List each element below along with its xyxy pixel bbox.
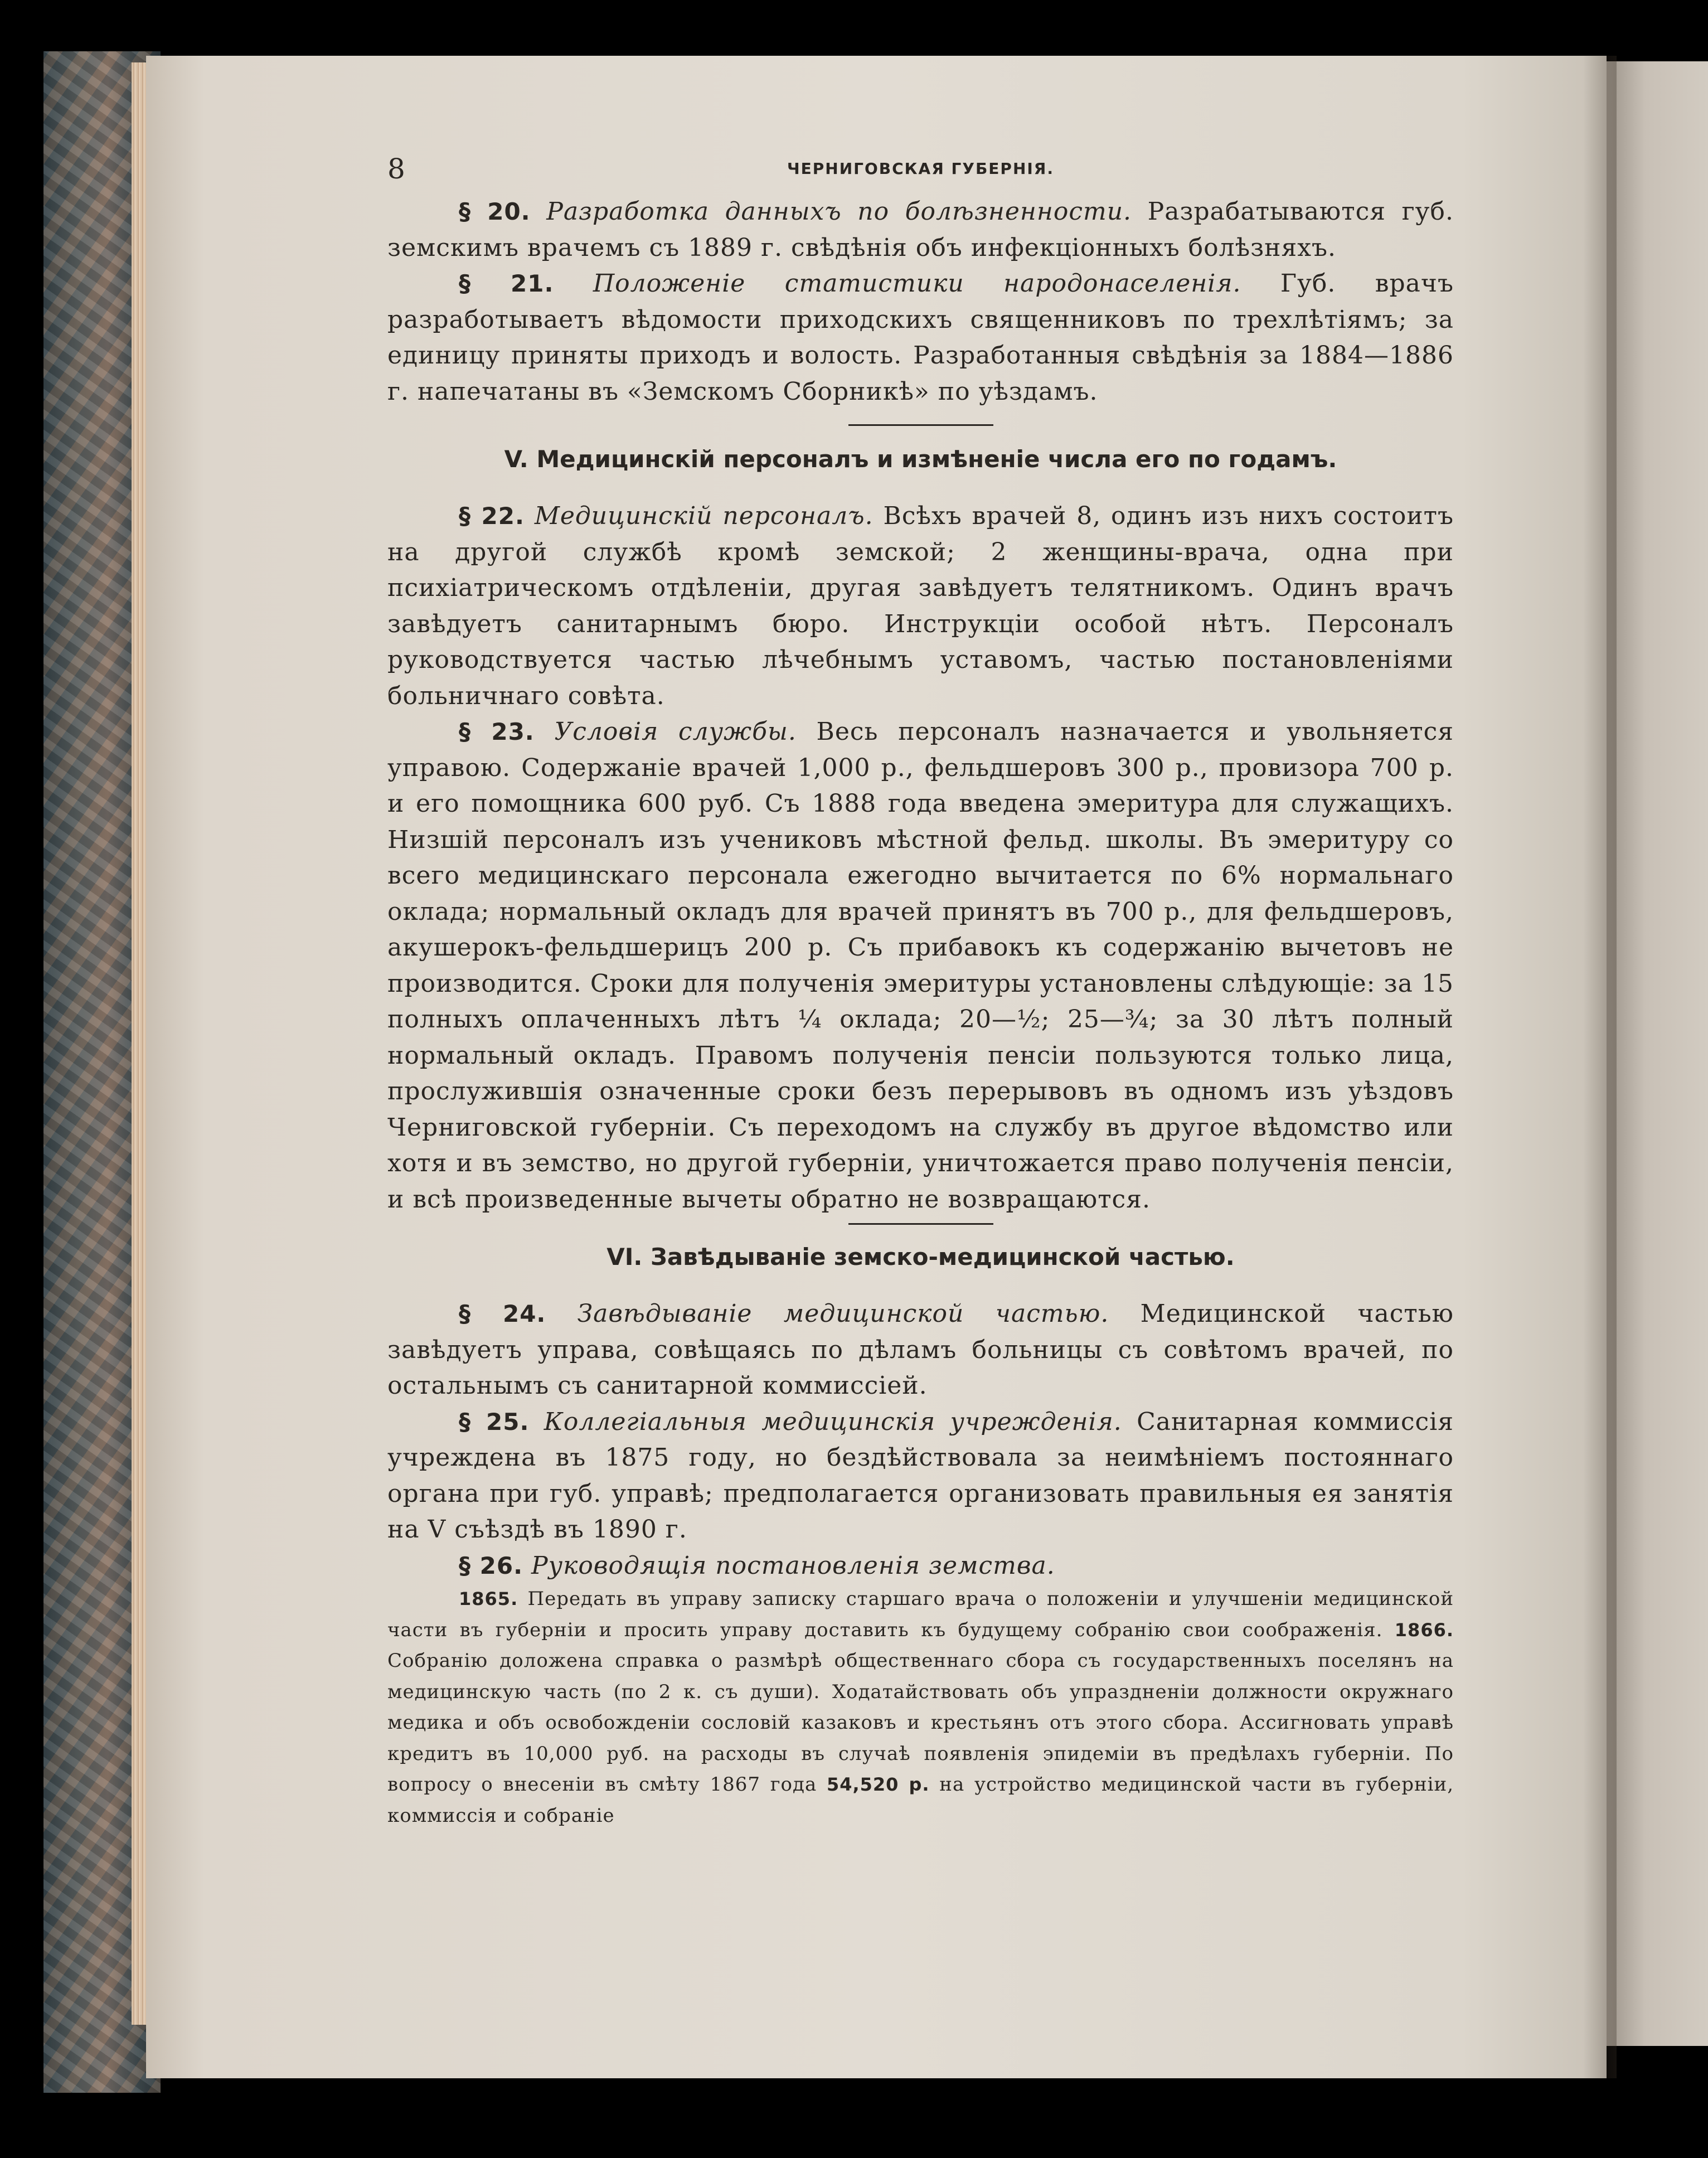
section-text: Разрабатываются губ. земскимъ врачемъ съ 1889 г. свѣдѣнія объ инфекціонныхъ болѣзняхъ. (387, 197, 1454, 262)
section-number: § 21. (459, 270, 554, 297)
adjacent-page (1604, 61, 1708, 2046)
running-title: ЧЕРНИГОВСКАЯ ГУБЕРНІЯ. (787, 159, 1054, 178)
divider-rule (848, 424, 993, 426)
section-text: Всѣхъ врачей 8, одинъ изъ нихъ состоитъ на другой службѣ кромѣ земской; 2 женщины-врача, одна при психіатрическомъ отдѣленіи, другая завѣдуетъ телятникомъ. Одинъ врачъ завѣдуетъ санитарнымъ бюро. Инструкціи особой нѣтъ. Персоналъ руководствуется частью лѣчебнымъ уставомъ, частью постановленіями больничнаго совѣта. (387, 502, 1454, 710)
section-22 (387, 498, 1454, 714)
page-content (387, 149, 1454, 1831)
section-number: § 25. (459, 1408, 530, 1436)
section-26 (387, 1548, 1454, 1584)
section-number: § 26. (459, 1551, 523, 1579)
resolution-year: 1865. (459, 1588, 518, 1609)
section-text: Санитарная коммиссія учреждена въ 1875 году, но бездѣйствовала за неимѣніемъ постояннаго органа при губ. управѣ; предполагается организовать правильныя ея занятія на V съѣздѣ въ 1890 г. (387, 1407, 1454, 1544)
resolution-year: 1866. (1394, 1619, 1454, 1641)
section-24 (387, 1296, 1454, 1404)
section-title: Коллегіальныя медицинскія учрежденія. (544, 1407, 1122, 1436)
section-title: Положеніе статистики народонаселенія. (593, 269, 1241, 298)
resolution-text: на устройство медицинской части въ губерніи, коммиссія и собраніе (387, 1773, 1454, 1827)
section-number: § 20. (459, 198, 531, 225)
resolutions-paragraph (387, 1584, 1454, 1831)
resolution-text: Собранію доложена справка о размѣрѣ общественнаго сбора съ государственныхъ поселянъ на медицинскую часть (по 2 к. съ души). Ходатайствовать объ упраздненіи должности окружнаго медика и объ освобожденіи сословій казаковъ и крестьянъ отъ этого сбора. Ассигновать управѣ кредитъ въ 10,000 руб. на расходы въ случаѣ появленія эпидеміи въ предѣлахъ губерніи. По вопросу о внесеніи въ смѣту 1867 года (387, 1650, 1454, 1796)
resolution-amount: 54,520 р. (826, 1774, 930, 1795)
resolution-text: Передать въ управу записку старшаго врача о положеніи и улучшеніи медицинской части въ губерніи и просить управу доставить къ будущему собранію свои соображенія. (387, 1588, 1454, 1641)
section-number: § 24. (459, 1300, 546, 1327)
section-number: § 23. (459, 718, 535, 745)
section-text: Медицинской частью завѣдуетъ управа, совѣщаясь по дѣламъ больницы съ совѣтомъ врачей, по остальнымъ съ санитарной коммиссіей. (387, 1299, 1454, 1400)
page-gutter-shadow (1583, 56, 1617, 2078)
page-number: 8 (387, 153, 405, 185)
chapter-title-6: VI. Завѣдываніе земско-медицинской частью. (606, 1243, 1235, 1270)
chapter-title-5: V. Медицинскій персоналъ и измѣненіе числа его по годамъ. (504, 445, 1337, 473)
section-23 (387, 714, 1454, 1218)
section-title: Завѣдываніе медицинской частью. (577, 1299, 1109, 1328)
section-21 (387, 266, 1454, 410)
section-text: Губ. врачъ разработываетъ вѣдомости приходскихъ священниковъ по трехлѣтіямъ; за единицу приняты приходъ и волость. Разработанныя свѣдѣнія за 1884—1886 г. напечатаны въ «Земскомъ Сборникѣ» по уѣздамъ. (387, 269, 1454, 406)
section-text: Весь персоналъ назначается и увольняется управою. Содержаніе врачей 1,000 р., фельдшеровъ 300 р., провизора 700 р. и его помощника 600 руб. Съ 1888 года введена эмеритура для служащихъ. Низшій персоналъ изъ учениковъ мѣстной фельд. школы. Въ эмеритуру со всего медицинскаго персонала ежегодно вычитается по 6% нормальнаго оклада; нормальный окладъ для врачей принятъ въ 700 р., для фельдшеровъ, акушерокъ-фельдшерицъ 200 р. Съ прибавокъ къ содержанію вычетовъ не производится. Сроки для полученія эмеритуры установлены слѣдующіе: за 15 полныхъ оплаченныхъ лѣтъ ¼ оклада; 20—½; 25—¾; за 30 лѣтъ полный нормальный окладъ. Правомъ полученія пенсіи пользуются только лица, прослужившія означенные сроки безъ перерывовъ въ одномъ изъ уѣздовъ Черниговской губерніи. Съ переходомъ на службу въ другое вѣдомство или хотя и въ земство, но другой губерніи, уничтожается право полученія пенсіи, и всѣ произведенные вычеты обратно не возвращаются. (387, 717, 1454, 1214)
section-title: Разработка данныхъ по болѣзненности. (546, 197, 1132, 226)
resolutions-block (387, 1584, 1454, 1831)
section-title: Руководящія постановленія земства. (531, 1551, 1055, 1580)
divider-rule (848, 1223, 993, 1225)
section-title: Медицинскій персоналъ. (534, 502, 874, 530)
section-25 (387, 1404, 1454, 1548)
page-header (387, 149, 1454, 194)
section-number: § 22. (459, 502, 525, 530)
section-title: Условія службы. (554, 717, 797, 746)
section-20 (387, 194, 1454, 266)
